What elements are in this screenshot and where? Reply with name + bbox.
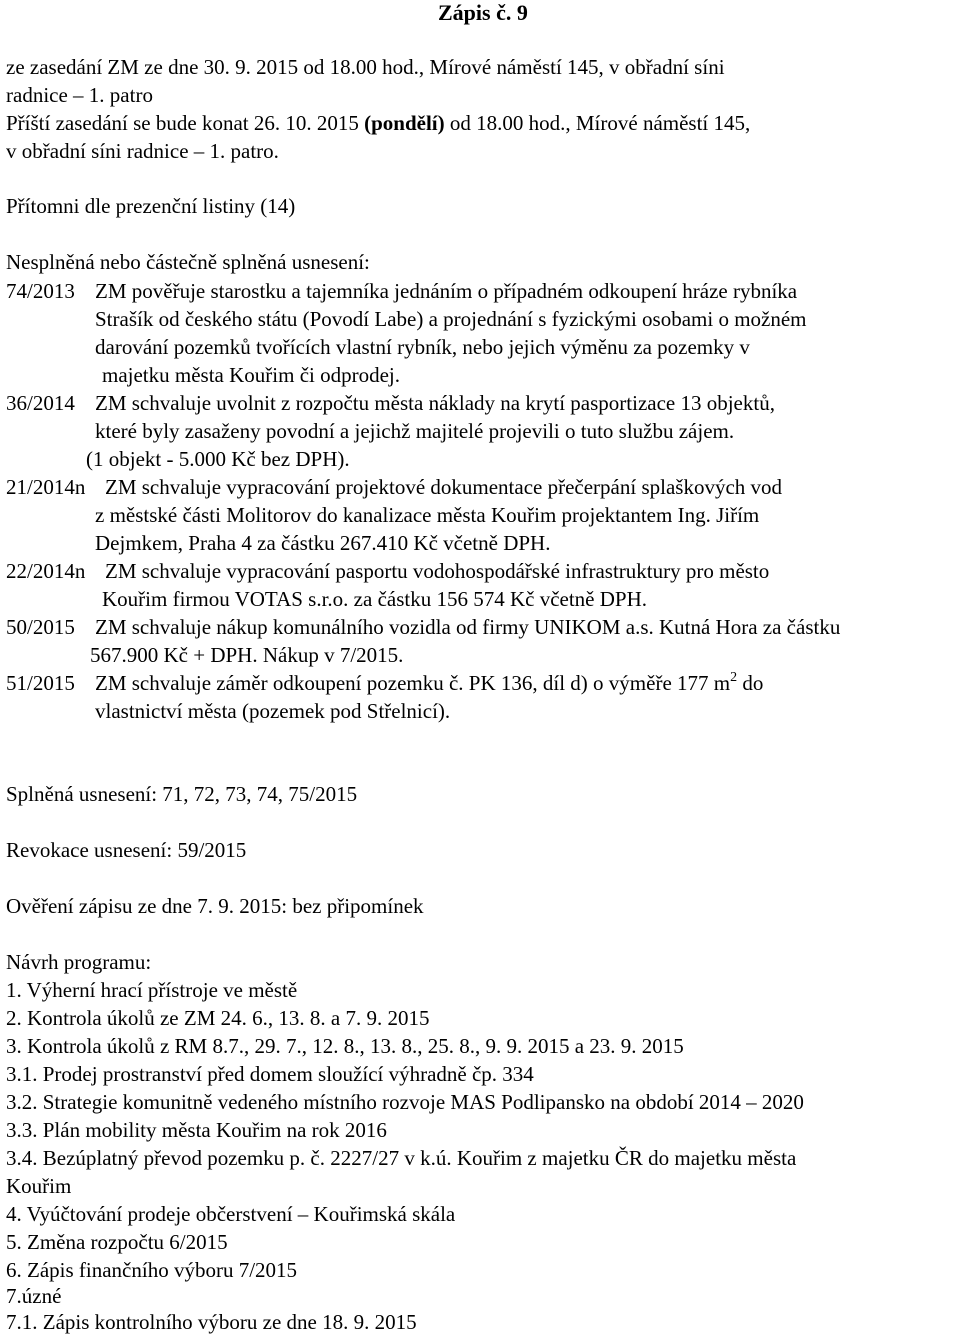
- program-item: 3.1. Prodej prostranství před domem sloužící výhradně čp. 334: [6, 1062, 534, 1086]
- resolution-line: ZM schvaluje uvolnit z rozpočtu města náklady na krytí pasportizace 13 objektů,: [95, 391, 775, 415]
- resolution-number: 74/2013: [6, 279, 75, 303]
- resolution-number: 36/2014: [6, 391, 75, 415]
- program-item: 3.4. Bezúplatný převod pozemku p. č. 2227/27 v k.ú. Kouřim z majetku ČR do majetku města: [6, 1146, 797, 1170]
- resolution-text: ZM schvaluje záměr odkoupení pozemku č. PK 136, díl d) o výměře 177 m: [95, 671, 731, 695]
- program-item: 3.3. Plán mobility města Kouřim na rok 2016: [6, 1118, 387, 1142]
- resolution-line: Strašík od českého státu (Povodí Labe) a projednání s fyzickými osobami o možném: [95, 307, 807, 331]
- program-item: 7.úzné: [6, 1284, 62, 1308]
- next-meeting-line-2: v obřadní síni radnice – 1. patro.: [6, 139, 279, 163]
- resolution-text: do: [737, 671, 764, 695]
- revocation-line: Revokace usnesení: 59/2015: [6, 838, 247, 862]
- resolution-line: [95, 669, 763, 697]
- resolution-line: 567.900 Kč + DPH. Nákup v 7/2015.: [90, 643, 404, 667]
- resolution-line: Dejmkem, Praha 4 za částku 267.410 Kč včetně DPH.: [95, 531, 551, 555]
- meeting-info-line-1: ze zasedání ZM ze dne 30. 9. 2015 od 18.00 hod., Mírové náměstí 145, v obřadní síni: [6, 55, 725, 79]
- next-meeting-text-c: od 18.00 hod., Mírové náměstí 145,: [444, 111, 751, 135]
- document-title: Zápis č. 9: [438, 0, 528, 25]
- program-heading: Návrh programu:: [6, 950, 152, 974]
- resolution-number: 22/2014n: [6, 559, 86, 583]
- program-item: 3. Kontrola úkolů z RM 8.7., 29. 7., 12. 8., 13. 8., 25. 8., 9. 9. 2015 a 23. 9. 2015: [6, 1034, 684, 1058]
- resolution-line: darování pozemků tvořících vlastní rybník, nebo jejich výměnu za pozemky v: [95, 335, 750, 359]
- fulfilled-resolutions: Splněná usnesení: 71, 72, 73, 74, 75/2015: [6, 782, 358, 806]
- verification-line: Ověření zápisu ze dne 7. 9. 2015: bez připomínek: [6, 894, 424, 918]
- resolution-line: (1 objekt - 5.000 Kč bez DPH).: [86, 447, 350, 471]
- superscript-exponent: 2: [730, 670, 738, 685]
- attendance-line: Přítomni dle prezenční listiny (14): [6, 194, 296, 218]
- next-meeting-day: (pondělí): [364, 111, 445, 135]
- resolution-line: které byly zasaženy povodní a jejichž majitelé projevili o tuto službu zájem.: [95, 419, 735, 443]
- resolution-line: vlastnictví města (pozemek pod Střelnicí).: [95, 699, 451, 723]
- next-meeting-line-1: [6, 109, 750, 137]
- resolution-line: ZM schvaluje vypracování pasportu vodohospodářské infrastruktury pro město: [105, 559, 770, 583]
- resolution-line: majetku města Kouřim či odprodej.: [102, 363, 401, 387]
- next-meeting-text-a: Příští zasedání se bude konat 26. 10. 2015: [6, 111, 365, 135]
- resolution-line: Kouřim firmou VOTAS s.r.o. za částku 156 574 Kč včetně DPH.: [102, 587, 648, 611]
- meeting-info-line-2: radnice – 1. patro: [6, 83, 153, 107]
- resolution-line: ZM pověřuje starostku a tajemníka jednáním o případném odkoupení hráze rybníka: [95, 279, 798, 303]
- program-item: 5. Změna rozpočtu 6/2015: [6, 1230, 228, 1254]
- resolution-number: 51/2015: [6, 671, 75, 695]
- resolution-line: ZM schvaluje vypracování projektové dokumentace přečerpání splaškových vod: [105, 475, 783, 499]
- program-item: 4. Vyúčtování prodeje občerstvení – Kouřimská skála: [6, 1202, 456, 1226]
- program-item: 6. Zápis finančního výboru 7/2015: [6, 1258, 298, 1282]
- resolution-line: z městské části Molitorov do kanalizace města Kouřim projektantem Ing. Jiřím: [95, 503, 760, 527]
- program-item: 3.2. Strategie komunitně vedeného místního rozvoje MAS Podlipansko na období 2014 – 2020: [6, 1090, 804, 1114]
- program-item: Kouřim: [6, 1174, 72, 1198]
- resolution-number: 21/2014n: [6, 475, 86, 499]
- unfulfilled-heading: Nesplněná nebo částečně splněná usnesení:: [6, 250, 370, 274]
- program-item: 1. Výherní hrací přístroje ve městě: [6, 978, 298, 1002]
- program-item: 7.1. Zápis kontrolního výboru ze dne 18. 9. 2015: [6, 1310, 417, 1334]
- resolution-number: 50/2015: [6, 615, 75, 639]
- resolution-line: ZM schvaluje nákup komunálního vozidla od firmy UNIKOM a.s. Kutná Hora za částku: [95, 615, 841, 639]
- program-item: 2. Kontrola úkolů ze ZM 24. 6., 13. 8. a 7. 9. 2015: [6, 1006, 430, 1030]
